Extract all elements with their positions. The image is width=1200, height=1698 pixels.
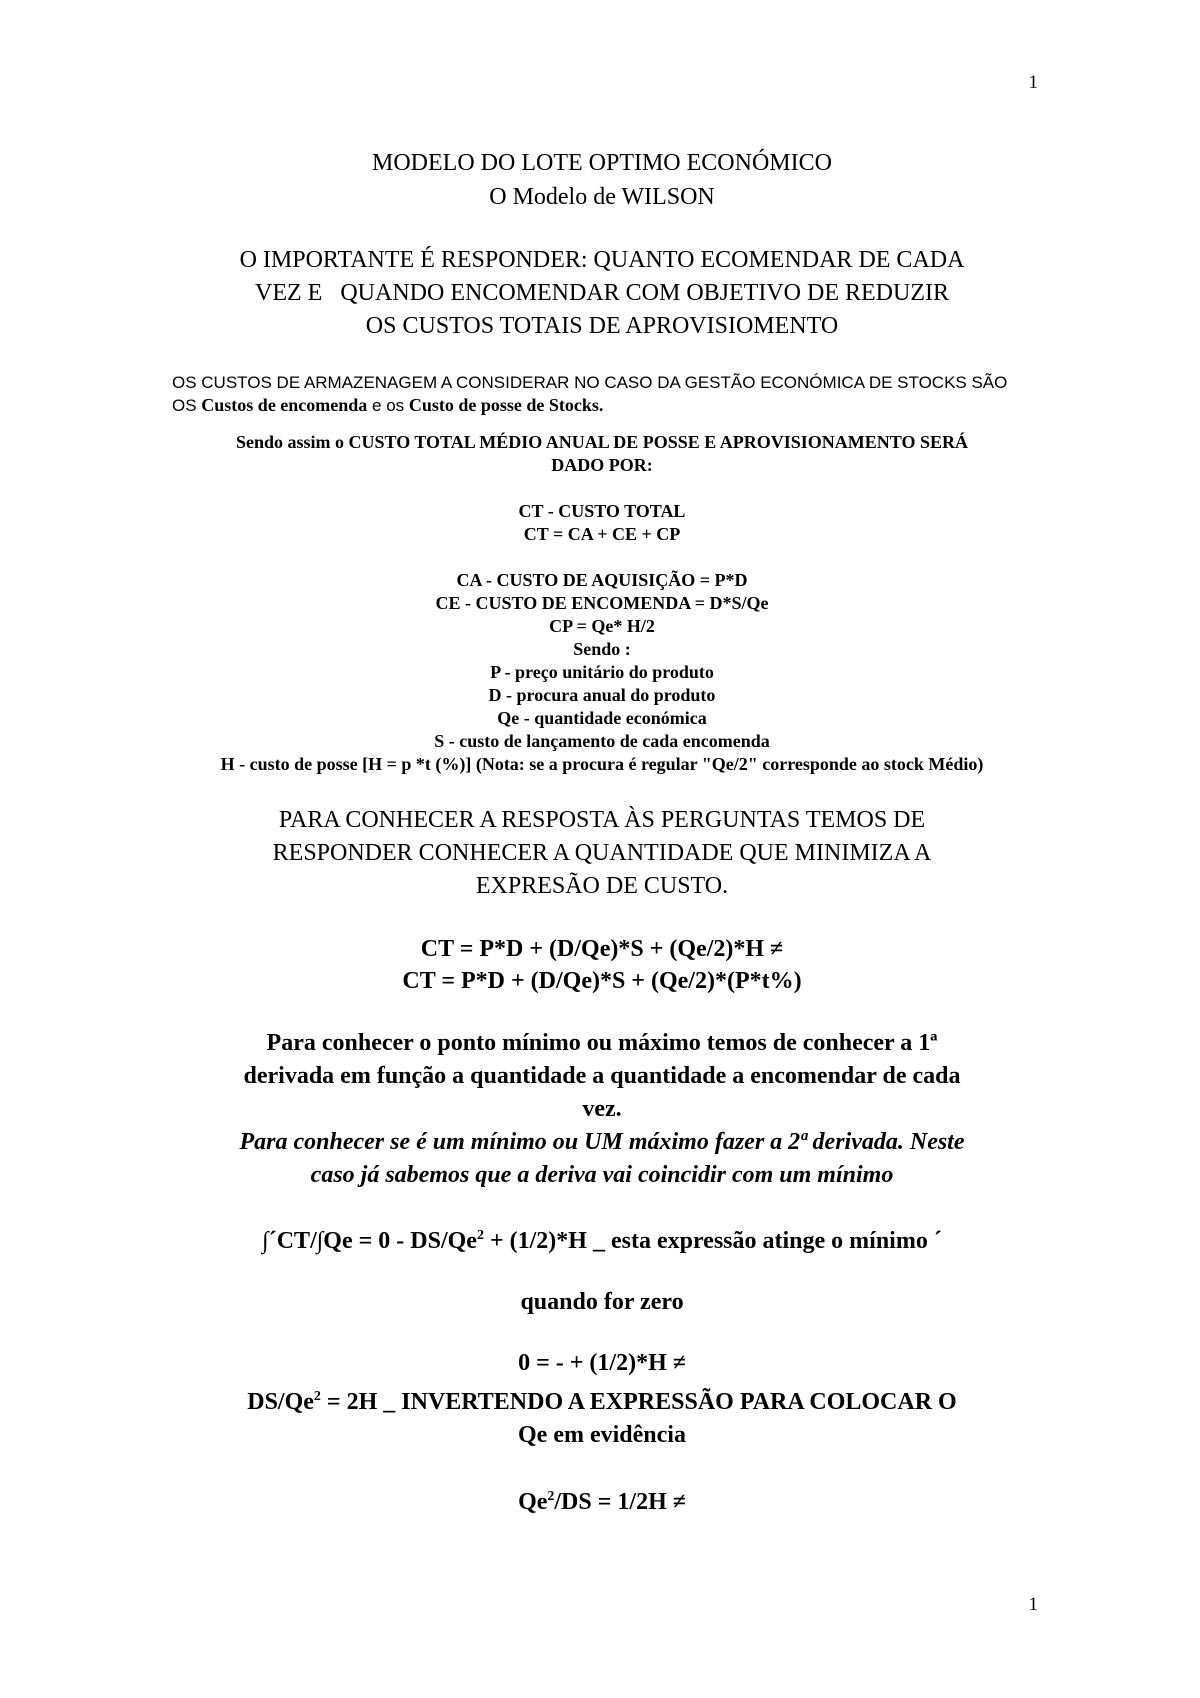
document-body [172,146,1032,1518]
title-line-1: MODELO DO LOTE OPTIMO ECONÓMICO [372,150,832,176]
derivative-eq-suffix: + (1/2)*H _ esta expressão atinge o mínimo ´ [483,1228,942,1254]
first-derivative-equation [172,1220,1032,1257]
question-line-2: VEZ E QUANDO ENCOMENDAR COM OBJETIVO DE REDUZIR [255,280,949,306]
storage-costs-note [172,371,1032,417]
derivative-line-2: derivada em função a quantidade a quantidade a encomendar de cada [243,1063,961,1089]
page-number-bottom: 1 [1028,1594,1038,1615]
inverted-eq-prefix: Qe [518,1489,548,1515]
document-title [172,146,1032,214]
derivative-eq-prefix: ∫´CT/∫Qe = 0 - DS/Qe [262,1228,477,1254]
zero-eq-line-3: Qe em evidência [518,1422,686,1448]
h-definition: H - custo de posse [H = p *t (%)] (Nota: se a procura é regular "Qe/2" corresponde ao stock Médio) [220,754,984,774]
zero-eq-line-2-suffix: = 2H _ INVERTENDO A EXPRESSÃO PARA COLOCAR O [320,1389,957,1415]
answer-intro [172,804,1032,903]
zero-eq-line-2 [172,1380,1032,1419]
s-definition: S - custo de lançamento de cada encomenda [434,731,770,751]
p-definition: P - preço unitário do produto [490,662,714,682]
title-line-2: O Modelo de WILSON [489,184,715,210]
derivative-explanation [172,1027,1032,1192]
zero-equation [172,1347,1032,1452]
costs-note-text-1: OS CUSTOS DE ARMAZENAGEM A CONSIDERAR NO CASO DA GESTÃO ECONÓMICA DE STOCKS SÃO OS [172,373,1008,415]
derivative-line-3: vez. [582,1096,622,1122]
formulas-lead-line-1: Sendo assim o CUSTO TOTAL MÉDIO ANUAL DE POSSE E APROVISIONAMENTO SERÁ [235,432,968,452]
formulas-lead-line-2: DADO POR: [551,455,653,475]
when-zero-text: quando for zero [520,1289,684,1315]
zero-eq-line-1: 0 = - + (1/2)*H ≠ [518,1350,686,1376]
derivative-italic-line-1: Para conhecer se é um mínimo ou UM máximo fazer a 2ª derivada. Neste [239,1129,965,1155]
costs-note-bold-2: Custo de posse de Stocks. [408,395,604,415]
costs-note-text-2: e os [367,396,409,415]
key-question [172,244,1032,343]
derivative-eq-exponent: 2 [476,1228,484,1243]
qe-definition: Qe - quantidade económica [497,708,707,728]
ct-formula: CT = CA + CE + CP [523,524,681,544]
inverted-eq-exponent: 2 [547,1489,555,1504]
question-line-3: OS CUSTOS TOTAIS DE APROVISIOMENTO [365,313,839,339]
inverted-equation [172,1481,1032,1518]
answer-intro-line-2: RESPONDER CONHECER A QUANTIDADE QUE MINIMIZA A [272,840,932,866]
d-definition: D - procura anual do produto [488,685,716,705]
total-cost-line-1: CT = P*D + (D/Qe)*S + (Qe/2)*H ≠ [420,936,784,962]
cp-formula: CP = Qe* H/2 [549,616,655,636]
page-number-top: 1 [1028,72,1038,93]
costs-note-bold-1: Custos de encomenda [201,395,368,415]
inverted-eq-suffix: /DS = 1/2H ≠ [554,1489,686,1515]
zero-eq-line-2-prefix: DS/Qe [247,1389,314,1415]
answer-intro-line-1: PARA CONHECER A RESPOSTA ÀS PERGUNTAS TEMOS DE [278,807,926,833]
derivative-italic-line-2: caso já sabemos que a deriva vai coincidir com um mínimo [310,1162,894,1188]
total-cost-line-2: CT = P*D + (D/Qe)*S + (Qe/2)*(P*t%) [402,968,802,994]
derivative-line-1: Para conhecer o ponto mínimo ou máximo temos de conhecer a 1ª [266,1030,938,1056]
ct-label: CT - CUSTO TOTAL [518,501,686,521]
ce-formula: CE - CUSTO DE ENCOMENDA = D*S/Qe [435,593,769,613]
cost-formulas [172,431,1032,776]
answer-intro-line-3: EXPRESÃO DE CUSTO. [475,873,729,899]
sendo-label: Sendo : [573,639,631,659]
zero-eq-line-2-exponent: 2 [313,1389,321,1404]
question-line-1: O IMPORTANTE É RESPONDER: QUANTO ECOMENDAR DE CADA [239,247,965,273]
total-cost-expression [172,933,1032,997]
ca-formula: CA - CUSTO DE AQUISIÇÃO = P*D [456,570,748,590]
